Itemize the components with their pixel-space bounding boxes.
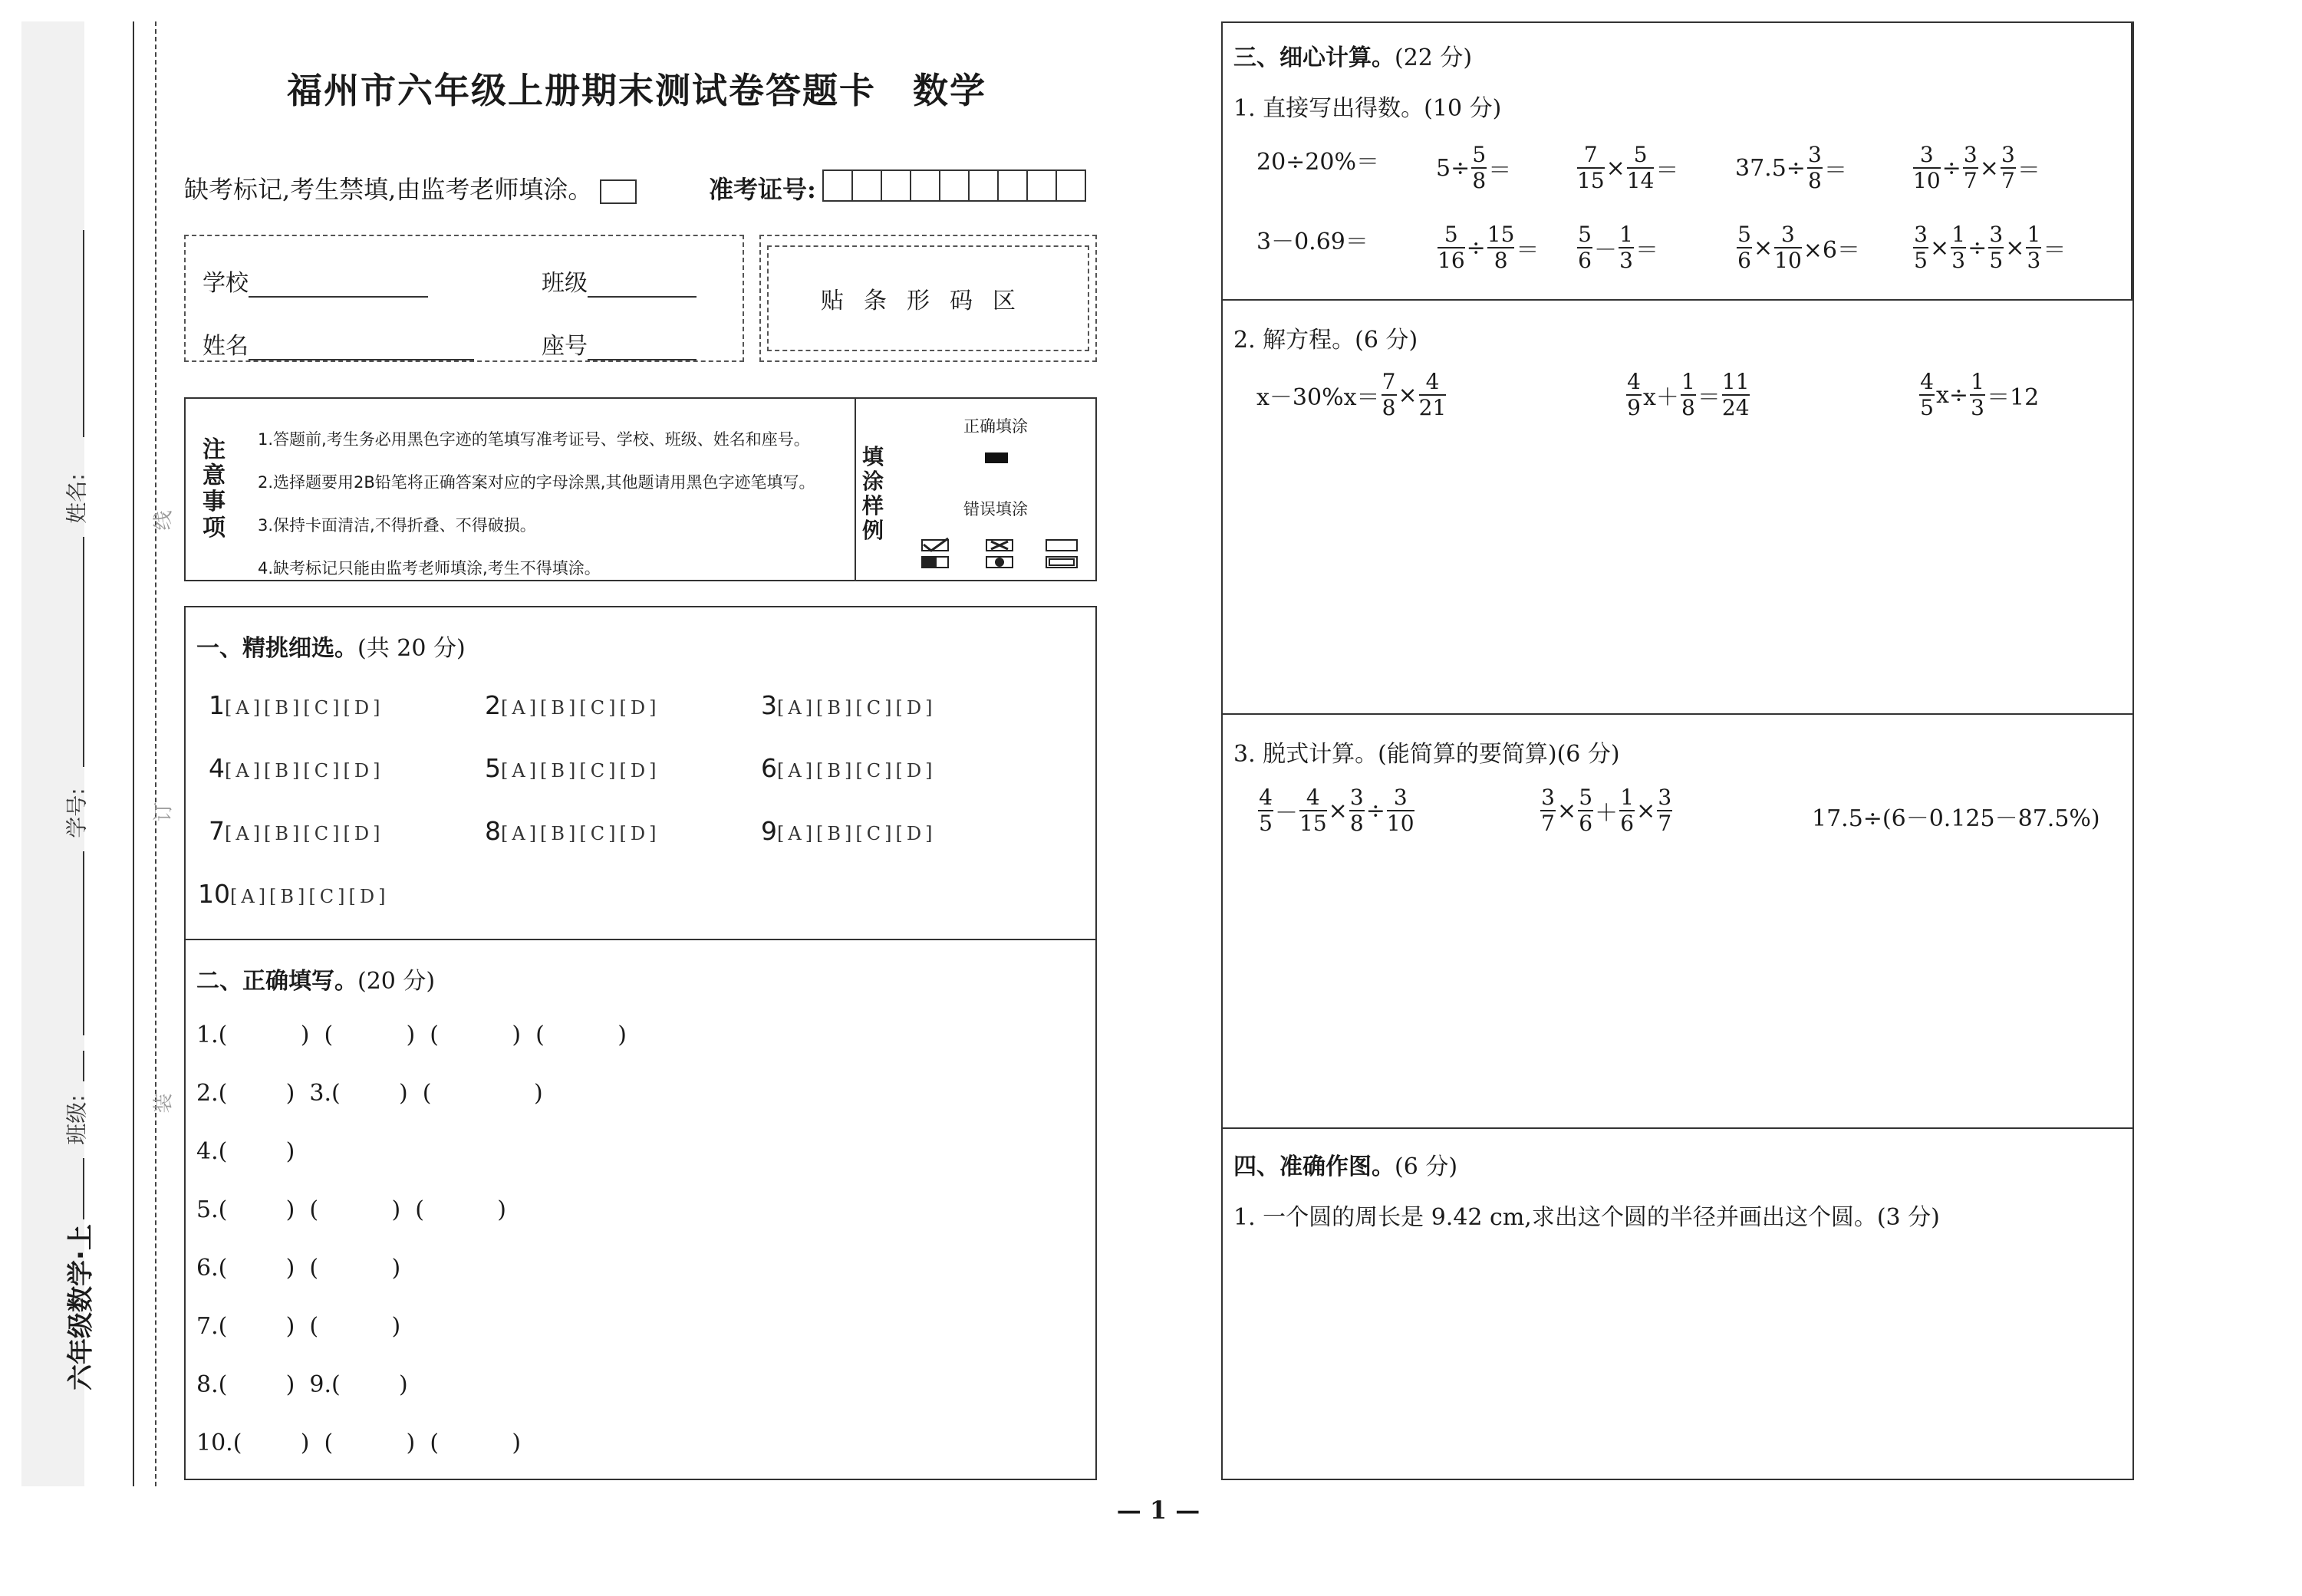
numerator: 4 <box>1627 369 1641 394</box>
name-write-line[interactable] <box>83 230 84 437</box>
fraction <box>1619 222 1634 273</box>
exam-digit-box[interactable] <box>968 169 999 202</box>
numerator: 3 <box>1541 785 1555 810</box>
fill-row-6[interactable]: 7.( ) ( ) <box>196 1313 401 1340</box>
binding-solid-line <box>133 21 134 1486</box>
fraction <box>1578 785 1593 836</box>
denominator: 9 <box>1627 395 1641 420</box>
student-id-label: 学号: <box>64 788 90 838</box>
fraction <box>1349 785 1365 836</box>
operator: ÷ <box>1466 234 1486 262</box>
fraction <box>1627 143 1655 193</box>
operator: ÷ <box>1968 234 1987 262</box>
student-id-write-line[interactable] <box>83 851 84 1035</box>
fraction <box>1919 370 1935 420</box>
denominator: 7 <box>1541 811 1555 836</box>
calc-item[interactable] <box>1436 222 1539 273</box>
fraction <box>1540 785 1556 836</box>
fraction <box>1737 222 1752 273</box>
calc-item[interactable] <box>1436 143 1511 193</box>
numerator: 1 <box>2027 222 2041 247</box>
name-field-label: 姓名 <box>203 333 249 360</box>
denominator: 3 <box>1619 248 1633 273</box>
numerator: 3 <box>1781 222 1795 247</box>
section3-points: (22 分) <box>1395 44 1473 71</box>
denominator: 24 <box>1721 395 1750 420</box>
choice-row-6[interactable] <box>761 753 936 783</box>
numerator: 1 <box>1681 369 1695 394</box>
numerator: 5 <box>1579 785 1593 810</box>
divider <box>1221 713 2134 715</box>
denominator: 10 <box>1913 168 1941 193</box>
operator: × <box>1557 797 1577 824</box>
denominator: 5 <box>1989 248 2004 273</box>
expr-text: 20÷20%＝ <box>1256 149 1379 176</box>
numerator: 5 <box>1472 142 1487 167</box>
section4-heading <box>1233 1147 1457 1181</box>
fraction <box>1438 222 1465 273</box>
notice-list <box>258 418 815 590</box>
section3-title: 三、细心计算。 <box>1233 44 1395 71</box>
denominator: 3 <box>1971 395 1984 420</box>
question-number: 7 <box>209 816 225 846</box>
calc-item[interactable] <box>1912 222 2066 273</box>
question-number: 4 <box>209 753 225 783</box>
numerator: 5 <box>1633 142 1648 167</box>
denominator: 3 <box>2027 248 2041 273</box>
operator: × <box>1605 154 1625 182</box>
numerator: 1 <box>1620 785 1635 810</box>
operator: ＋ <box>1595 800 1619 827</box>
fraction <box>1913 143 1941 193</box>
answer-options[interactable]: [A][B][C][D] <box>225 697 384 719</box>
stepwise-item[interactable] <box>1539 785 1674 836</box>
denominator: 8 <box>1472 168 1487 193</box>
cut-char-line: 线 <box>152 510 176 531</box>
wrong-empty-mark <box>1046 540 1077 568</box>
choice-row-4[interactable] <box>209 753 384 783</box>
fraction <box>1487 222 1515 273</box>
answer-options[interactable]: [A][B][C][D] <box>501 697 660 719</box>
operator: ＝ <box>1697 384 1721 411</box>
section2-heading <box>196 962 435 995</box>
denominator: 15 <box>1299 811 1327 836</box>
choice-row-2[interactable] <box>485 690 660 720</box>
fill-row-8[interactable]: 10.( ) ( ) ( ) <box>196 1430 522 1456</box>
numerator: 7 <box>1583 142 1598 167</box>
expr-text: ＝ <box>2017 157 2040 184</box>
expr-text: ×6＝ <box>1803 237 1861 264</box>
wrong-fill-samples <box>917 537 1086 572</box>
expr-text: 17.5÷(6－0.125－87.5%) <box>1812 805 2100 832</box>
fill-row-1[interactable]: 1.( ) ( ) ( ) ( ) <box>196 1022 627 1048</box>
school-label: 学校 <box>203 270 249 297</box>
cut-char-order: 订 <box>152 801 176 822</box>
numerator: 3 <box>1914 222 1928 247</box>
seat-field[interactable] <box>542 327 697 360</box>
denominator: 7 <box>1658 811 1672 836</box>
fraction <box>1774 222 1802 273</box>
calc-item[interactable] <box>1912 143 2040 193</box>
denominator: 5 <box>1914 248 1928 273</box>
expr-text: ＝ <box>1635 237 1658 264</box>
numerator: 4 <box>1920 369 1934 394</box>
numerator: 4 <box>1306 785 1320 810</box>
numerator: 1 <box>1951 222 1966 247</box>
denominator: 7 <box>2001 168 2015 193</box>
exam-digit-box[interactable] <box>1055 169 1086 202</box>
section1-points: (共 20 分) <box>357 635 466 662</box>
denominator: 8 <box>1349 811 1364 836</box>
notice-title: 注意事项 <box>203 436 226 541</box>
fill-row-3[interactable]: 4.( ) <box>196 1138 295 1165</box>
question-number: 9 <box>761 816 777 846</box>
expr-text: ＝ <box>1823 157 1847 184</box>
fraction <box>1471 143 1487 193</box>
expr-text: ＝ <box>1655 157 1679 184</box>
section2-title: 二、正确填写。 <box>196 968 357 995</box>
correct-fill-label: 正确填涂 <box>963 417 1028 436</box>
fill-row-7[interactable]: 8.( ) 9.( ) <box>196 1371 408 1398</box>
notice-item: 3.保持卡面清洁,不得折叠、不得破损。 <box>258 516 536 535</box>
numerator: 3 <box>1658 785 1672 810</box>
wrong-fill-label: 错误填涂 <box>963 500 1028 518</box>
fraction <box>1951 222 1966 273</box>
denominator: 6 <box>1620 811 1635 836</box>
section4-points: (6 分) <box>1395 1153 1458 1180</box>
wrong-check-mark <box>922 538 948 568</box>
expr-text: ＝ <box>2043 237 2067 264</box>
denominator: 8 <box>1494 248 1508 273</box>
denominator: 10 <box>1774 248 1802 273</box>
name-field[interactable] <box>203 327 474 360</box>
answer-options[interactable]: [A][B][C][D] <box>777 697 937 719</box>
calc-q1-title: 1. 直接写出得数。(10 分) <box>1233 95 1502 122</box>
numerator: 4 <box>1425 369 1440 394</box>
numerator: 1 <box>1619 222 1633 247</box>
numerator: 5 <box>1444 222 1458 247</box>
choice-row-9[interactable] <box>761 816 936 846</box>
name-line[interactable] <box>249 337 474 360</box>
fraction <box>1913 222 1928 273</box>
section3-heading <box>1233 38 1472 72</box>
answer-options[interactable]: [A][B][C][D] <box>501 760 660 782</box>
numerator: 3 <box>1989 222 2004 247</box>
numerator: 4 <box>1259 785 1273 810</box>
denominator: 5 <box>1259 811 1273 836</box>
fraction <box>1258 785 1273 836</box>
choice-row-5[interactable] <box>485 753 660 783</box>
answer-options[interactable]: [A][B][C][D] <box>777 823 937 844</box>
fill-row-4[interactable]: 5.( ) ( ) ( ) <box>196 1196 507 1223</box>
numerator: 5 <box>1737 222 1751 247</box>
operator: × <box>1398 381 1418 409</box>
absent-mark-text: 缺考标记,考生禁填,由监考老师填涂。 <box>184 175 593 204</box>
expr-text: 37.5÷ <box>1735 154 1806 182</box>
numerator: 3 <box>1919 142 1934 167</box>
choice-row-10[interactable] <box>198 879 389 909</box>
exam-digit-box[interactable] <box>997 169 1028 202</box>
expr-text: 3－0.69＝ <box>1256 229 1368 255</box>
denominator: 6 <box>1737 248 1751 273</box>
calc-item[interactable] <box>1576 222 1658 273</box>
section1-title: 一、精挑细选。 <box>196 635 357 662</box>
fraction <box>1807 143 1823 193</box>
correct-fill-mark <box>985 452 1008 463</box>
answer-options[interactable]: [A][B][C][D] <box>230 886 390 907</box>
subject-label: 六年级数学·上 <box>65 1224 97 1390</box>
exam-digit-box[interactable] <box>910 169 940 202</box>
operator: × <box>1979 154 1999 182</box>
exam-digit-box[interactable] <box>851 169 882 202</box>
denominator: 6 <box>1579 811 1593 836</box>
expr-text: ＝ <box>1488 157 1512 184</box>
divider <box>1221 299 2134 301</box>
fraction <box>1419 370 1447 420</box>
question-number: 5 <box>485 753 501 783</box>
fraction <box>1577 222 1592 273</box>
choice-row-8[interactable] <box>485 816 660 846</box>
denominator: 6 <box>1578 248 1592 273</box>
exam-digit-box[interactable] <box>881 169 911 202</box>
notice-item: 4.缺考标记只能由监考老师填涂,考生不得填涂。 <box>258 559 601 578</box>
page-title: 福州市六年级上册期末测试卷答题卡 数学 <box>287 70 986 111</box>
seat-label: 座号 <box>542 333 588 360</box>
cut-char-bind: 装 <box>152 1093 176 1114</box>
answer-options[interactable]: [A][B][C][D] <box>225 823 384 844</box>
class-label: 班级: <box>64 1094 90 1145</box>
question-number: 6 <box>761 753 777 783</box>
stepwise-item[interactable] <box>1256 785 1416 836</box>
calc-q2-title: 2. 解方程。(6 分) <box>1233 327 1418 354</box>
operator: － <box>1594 237 1617 264</box>
question-number: 1 <box>209 690 225 720</box>
calc-item[interactable] <box>1256 222 1368 256</box>
denominator: 16 <box>1438 248 1465 273</box>
exam-number-boxes[interactable] <box>822 169 1085 202</box>
fraction <box>1626 370 1642 420</box>
calc-item[interactable] <box>1735 222 1860 273</box>
notice-item: 1.答题前,考生务必用黑色字迹的笔填写准考证号、学校、班级、姓名和座号。 <box>258 430 810 449</box>
numerator: 5 <box>1578 222 1592 247</box>
choice-row-3[interactable] <box>761 690 936 720</box>
expr-text: 5÷ <box>1436 154 1470 182</box>
equation-item[interactable] <box>1918 370 2039 420</box>
student-id-write-line-top[interactable] <box>83 721 84 767</box>
notice-item: 2.选择题要用2B铅笔将正确答案对应的字母涂黑,其他题请用黑色字迹笔填写。 <box>258 473 815 492</box>
operator: × <box>1754 234 1773 262</box>
denominator: 3 <box>1951 248 1966 273</box>
divider <box>1221 1127 2134 1129</box>
fraction <box>1970 370 1985 420</box>
denominator: 14 <box>1626 168 1655 193</box>
absent-mark-box[interactable] <box>600 179 637 204</box>
operator: ÷ <box>1365 797 1385 824</box>
class-write-line[interactable] <box>83 1158 84 1219</box>
calc-item[interactable] <box>1735 143 1847 193</box>
expr-text: x÷ <box>1936 381 1969 409</box>
fraction <box>1299 785 1327 836</box>
fraction <box>2001 143 2016 193</box>
fraction <box>1681 370 1696 420</box>
numerator: 15 <box>1487 222 1515 247</box>
denominator: 8 <box>1681 395 1695 420</box>
fraction <box>1619 785 1635 836</box>
fraction <box>1387 785 1414 836</box>
stepwise-item[interactable] <box>1812 799 2100 833</box>
operator: × <box>1328 797 1348 824</box>
answer-options[interactable]: [A][B][C][D] <box>225 760 384 782</box>
denominator: 21 <box>1418 395 1447 420</box>
numerator: 3 <box>1963 142 1978 167</box>
seat-line[interactable] <box>588 337 697 360</box>
section2-points: (20 分) <box>357 968 436 995</box>
equation-item[interactable] <box>1256 370 1447 420</box>
denominator: 8 <box>1382 395 1396 420</box>
denominator: 8 <box>1808 168 1822 193</box>
fraction <box>1988 222 2004 273</box>
denominator: 7 <box>1963 168 1978 193</box>
denominator: 10 <box>1386 811 1414 836</box>
expr-text: x＋ <box>1643 384 1679 411</box>
notice-divider <box>855 397 856 581</box>
question-number: 10 <box>198 879 230 909</box>
numerator: 7 <box>1382 369 1396 394</box>
exam-digit-box[interactable] <box>1026 169 1057 202</box>
class-field[interactable] <box>542 264 697 298</box>
class-field-label: 班级 <box>542 270 588 297</box>
operator: － <box>1275 800 1298 827</box>
calc-q3-title: 3. 脱式计算。(能简算的要简算)(6 分) <box>1233 741 1620 768</box>
fraction <box>1382 370 1397 420</box>
exam-digit-box[interactable] <box>939 169 970 202</box>
answer-options[interactable]: [A][B][C][D] <box>777 760 937 782</box>
drawing-q1: 1. 一个圆的周长是 9.42 cm,求出这个圆的半径并画出这个圆。(3 分) <box>1233 1204 1940 1231</box>
absent-mark-row <box>184 170 637 206</box>
operator: × <box>2005 234 2025 262</box>
class-line[interactable] <box>588 275 697 298</box>
fraction <box>2026 222 2041 273</box>
page-number: — 1 — <box>1116 1496 1200 1525</box>
calc-item[interactable] <box>1256 143 1379 176</box>
expr-text: ＝12 <box>1987 384 2040 411</box>
fraction <box>1577 143 1605 193</box>
barcode-area[interactable]: 贴条形码区 <box>767 245 1089 351</box>
choice-row-7[interactable] <box>209 816 384 846</box>
equation-item[interactable] <box>1625 370 1751 420</box>
denominator: 5 <box>1920 395 1934 420</box>
numerator: 1 <box>1971 369 1984 394</box>
fraction <box>1963 143 1978 193</box>
section1-heading <box>196 629 466 663</box>
numerator: 3 <box>2001 142 2015 167</box>
question-number: 2 <box>485 690 501 720</box>
school-field[interactable] <box>203 264 428 298</box>
numerator: 3 <box>1808 142 1822 167</box>
numerator: 11 <box>1721 369 1750 394</box>
class-write-line-top[interactable] <box>83 1051 84 1081</box>
operator: × <box>1930 234 1950 262</box>
expr-text: ＝ <box>1516 237 1540 264</box>
name-label: 姓名: <box>64 473 90 524</box>
numerator: 3 <box>1393 785 1408 810</box>
exam-number-label: 准考证号: <box>709 175 816 204</box>
fraction <box>1722 370 1750 420</box>
fill-row-2[interactable]: 2.( ) 3.( ) ( ) <box>196 1080 543 1107</box>
question-number: 8 <box>485 816 501 846</box>
numerator: 3 <box>1349 785 1364 810</box>
choice-row-1[interactable] <box>209 690 384 720</box>
school-line[interactable] <box>249 275 428 298</box>
expr-text: x－30%x＝ <box>1256 384 1380 411</box>
wrong-cross-mark <box>986 540 1013 568</box>
exam-digit-box[interactable] <box>822 169 853 202</box>
question-number: 3 <box>761 690 777 720</box>
fraction <box>1657 785 1672 836</box>
answer-options[interactable]: [A][B][C][D] <box>501 823 660 844</box>
section4-title: 四、准确作图。 <box>1233 1153 1395 1180</box>
operator: ÷ <box>1941 154 1961 182</box>
operator: × <box>1636 797 1656 824</box>
sample-title: 填涂样例 <box>862 444 884 543</box>
calc-item[interactable] <box>1576 143 1678 193</box>
binding-cut-line <box>155 21 156 1486</box>
denominator: 15 <box>1577 168 1605 193</box>
fill-row-5[interactable]: 6.( ) ( ) <box>196 1255 401 1282</box>
